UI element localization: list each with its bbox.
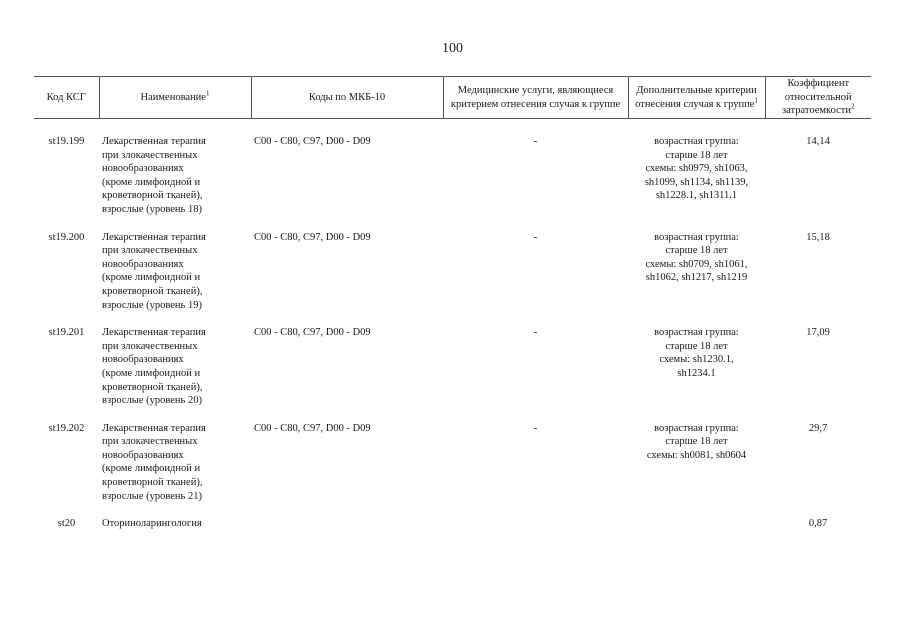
table-header-row [34,77,871,119]
cell-mkb: C00 - C80, C97, D00 - D09 [254,231,371,243]
cell-name-line: взрослые (уровень 19) [102,299,202,311]
ksg-table [34,76,871,531]
table-row-st20 [34,517,871,531]
cell-extra-line: возрастная группа: [654,136,739,147]
cell-extra-line: возрастная группа: [654,231,739,243]
cell-extra [628,422,765,518]
cell-name-line: кроветворной тканей), [102,477,203,489]
cell-services [443,517,628,531]
cell-coef: 29,7 [808,422,828,434]
cell-name-line: кроветворной тканей), [102,381,203,393]
cell-name-line: при злокачественных [102,149,198,161]
cell-name-line: Лекарственная терапия [102,136,206,147]
cell-extra-line: старше 18 лет [665,149,728,161]
cell-name-line: Лекарственная терапия [102,422,206,434]
cell-name-line: при злокачественных [102,340,198,352]
cell-name-line: при злокачественных [102,245,198,257]
cell-name-line: новообразованиях [102,163,184,175]
cell-extra-line: sh1228.1, sh1311.1 [655,190,738,202]
cell-extra-line: возрастная группа: [654,422,739,434]
cell-name-line: новообразованиях [102,258,184,270]
header-extra: Дополнительные критерии отнесения случая к группе$^1$ [628,77,765,119]
cell-name-line: взрослые (уровень 20) [102,395,202,407]
cell-extra-line: схемы: sh0709, sh1061, [645,258,748,270]
cell-name-line: при злокачественных [102,436,198,448]
cell-name-line: (кроме лимфоидной и [102,272,201,284]
cell-mkb: C00 - C80, C97, D00 - D09 [254,136,371,147]
cell-code: st19.199 [48,136,85,147]
cell-extra-line: старше 18 лет [665,245,728,257]
cell-code: st20 [57,518,76,530]
cell-services: - [533,327,538,339]
cell-name-line: новообразованиях [102,449,184,461]
cell-mkb: C00 - C80, C97, D00 - D09 [254,327,371,339]
table-row [34,119,871,231]
cell-extra-line: возрастная группа: [654,327,739,339]
cell-mkb: C00 - C80, C97, D00 - D09 [254,422,371,434]
cell-extra-line: старше 18 лет [665,340,728,352]
cell-services: - [533,231,538,243]
cell-extra-line: sh1099, sh1134, sh1139, [644,176,749,188]
cell-name [99,422,251,518]
page-number: 100 [442,41,463,56]
cell-coef: 15,18 [806,231,830,243]
cell-services: - [533,422,538,434]
cell-name [99,231,251,327]
cell-name [99,119,251,231]
cell-coef: 0,87 [808,518,828,530]
table-row [34,231,871,327]
table-row [34,422,871,518]
cell-code: st19.202 [48,422,85,434]
header-coef: Коэффициент относительной затратоемкости$^2$ [765,77,871,119]
cell-name-line: кроветворной тканей), [102,190,203,202]
cell-code: st19.200 [48,231,85,243]
cell-code: st19.201 [48,327,85,339]
cell-coef: 14,14 [806,136,830,147]
header-mkb: Коды по МКБ-10 [251,77,443,119]
cell-extra-line: sh1062, sh1217, sh1219 [645,272,748,284]
cell-extra [628,119,765,231]
cell-name-line: (кроме лимфоидной и [102,176,201,188]
cell-name-line: взрослые (уровень 21) [102,490,202,502]
cell-name-line: кроветворной тканей), [102,285,203,297]
cell-name-line: новообразованиях [102,354,184,366]
header-code: Код КСГ [34,77,99,119]
cell-name-line: (кроме лимфоидной и [102,463,201,475]
cell-services: - [533,136,538,147]
cell-name-line: Лекарственная терапия [102,231,206,243]
cell-name-line: взрослые (уровень 18) [102,203,202,215]
cell-coef: 17,09 [806,327,830,339]
table-row [34,326,871,422]
cell-mkb [251,517,443,531]
cell-name [99,326,251,422]
cell-extra-line: схемы: sh1230.1, [659,354,734,366]
cell-extra [628,517,765,531]
cell-extra [628,231,765,327]
cell-extra-line: старше 18 лет [665,436,728,448]
cell-extra [628,326,765,422]
header-name: Наименование$^1$ [99,77,251,119]
cell-name: Оториноларингология [102,518,202,530]
cell-extra-line: схемы: sh0979, sh1063, [645,163,748,175]
cell-name-line: Лекарственная терапия [102,327,206,339]
header-services: Медицинские услуги, являющиеся критерием отнесения случая к группе [443,77,628,119]
cell-name-line: (кроме лимфоидной и [102,367,201,379]
cell-extra-line: схемы: sh0081, sh0604 [646,449,747,461]
cell-extra-line: sh1234.1 [677,367,716,379]
